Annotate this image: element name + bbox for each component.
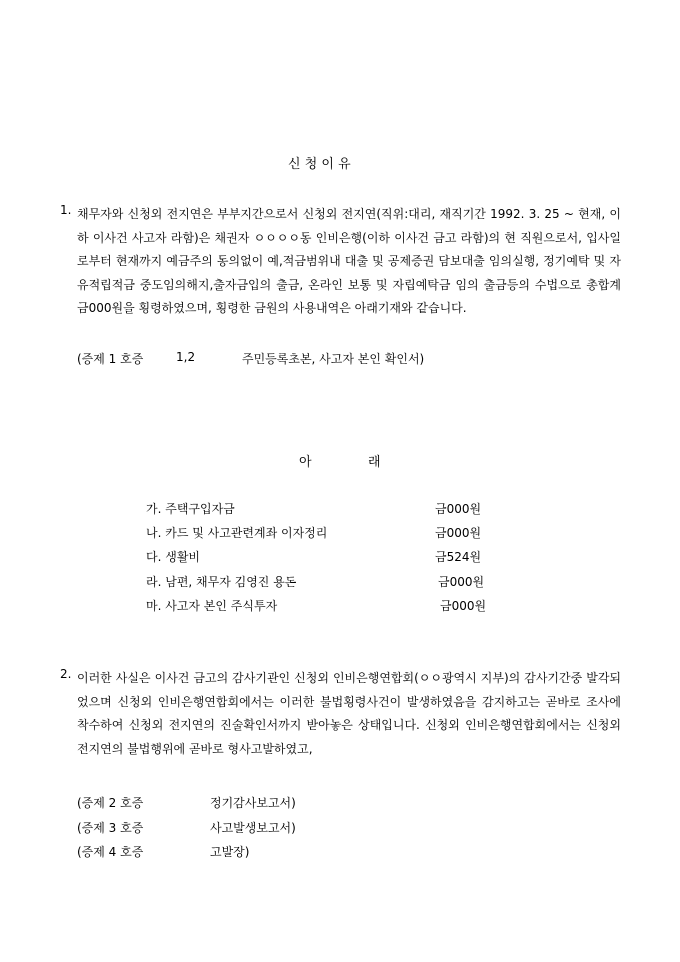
expense-item-amount: 금000원 — [440, 599, 487, 613]
evidence-label: (증제 2 호증 — [77, 796, 144, 810]
evidence-number: 1,2 — [176, 350, 196, 364]
evidence-label: (증제 4 호증 — [77, 845, 144, 859]
expense-item-label: 마. 사고자 본인 주식투자 — [146, 599, 278, 613]
evidence-description: 정기감사보고서) — [210, 796, 296, 810]
expense-item-label: 라. 남편, 채무자 김영진 용돈 — [146, 575, 297, 589]
evidence-description: 사고발생보고서) — [210, 821, 296, 835]
paragraph-2-text: 이러한 사실은 이사건 금고의 감사기관인 신청외 인비은행연합회(ㅇㅇ광역시 지부)의 감사기간중 발각되었으며 신청외 인비은행연합회에서는 이러한 불법횡령사건이 발생하였음을 감지하고는 곧바로 조사에 착수하여 신청외 전지연의 진술확인서까지 받아놓은 상태입니다. 신청외 인비은행연합회에서는 신청외 전지연의 불법행위에 곧바로 형사고발하였고, — [77, 671, 621, 756]
expense-item-amount: 금000원 — [435, 502, 482, 516]
expense-item-label: 가. 주택구입자금 — [146, 502, 235, 516]
expense-item-amount: 금000원 — [438, 575, 485, 589]
paragraph-2-number: 2. — [60, 667, 72, 681]
paragraph-1-number: 1. — [60, 203, 72, 217]
evidence-label: (증제 1 호증 — [77, 352, 144, 366]
below-title-left: 아 — [299, 455, 312, 470]
expense-item-label: 다. 생활비 — [146, 550, 200, 564]
expense-item-amount: 금000원 — [435, 526, 482, 540]
evidence-description: 고발장) — [210, 845, 250, 859]
expense-item-label: 나. 카드 및 사고관련계좌 이자정리 — [146, 526, 328, 540]
evidence-description: 주민등록초본, 사고자 본인 확인서) — [242, 352, 425, 366]
evidence-label: (증제 3 호증 — [77, 821, 144, 835]
expense-item-amount: 금524원 — [435, 550, 482, 564]
below-title-right: 래 — [368, 455, 381, 470]
paragraph-1-text: 채무자와 신청외 전지연은 부부지간으로서 신청외 전지연(직위:대리, 재직기간 1992. 3. 25 ~ 현재, 이하 이사건 사고자 라함)은 채권자 ㅇㅇㅇㅇ동 인비은행(이하 이사건 금고 라함)의 현 직원으로서, 입사일로부터 현재까지 예금주의 동의없이 예,적금범위내 대출 및 공제증권 담보대출 임의실행, 정기예탁 및 자유적립적금 중도임의해지,출자금입의 출금, 온라인 보통 및 자립예탁금 임의 출금등의 수법으로 총합계금000원을 횡령하였으며, 횡령한 금원의 사용내역은 아래기재와 같습니다. — [77, 207, 621, 315]
section-title: 신 청 이 유 — [288, 157, 351, 172]
